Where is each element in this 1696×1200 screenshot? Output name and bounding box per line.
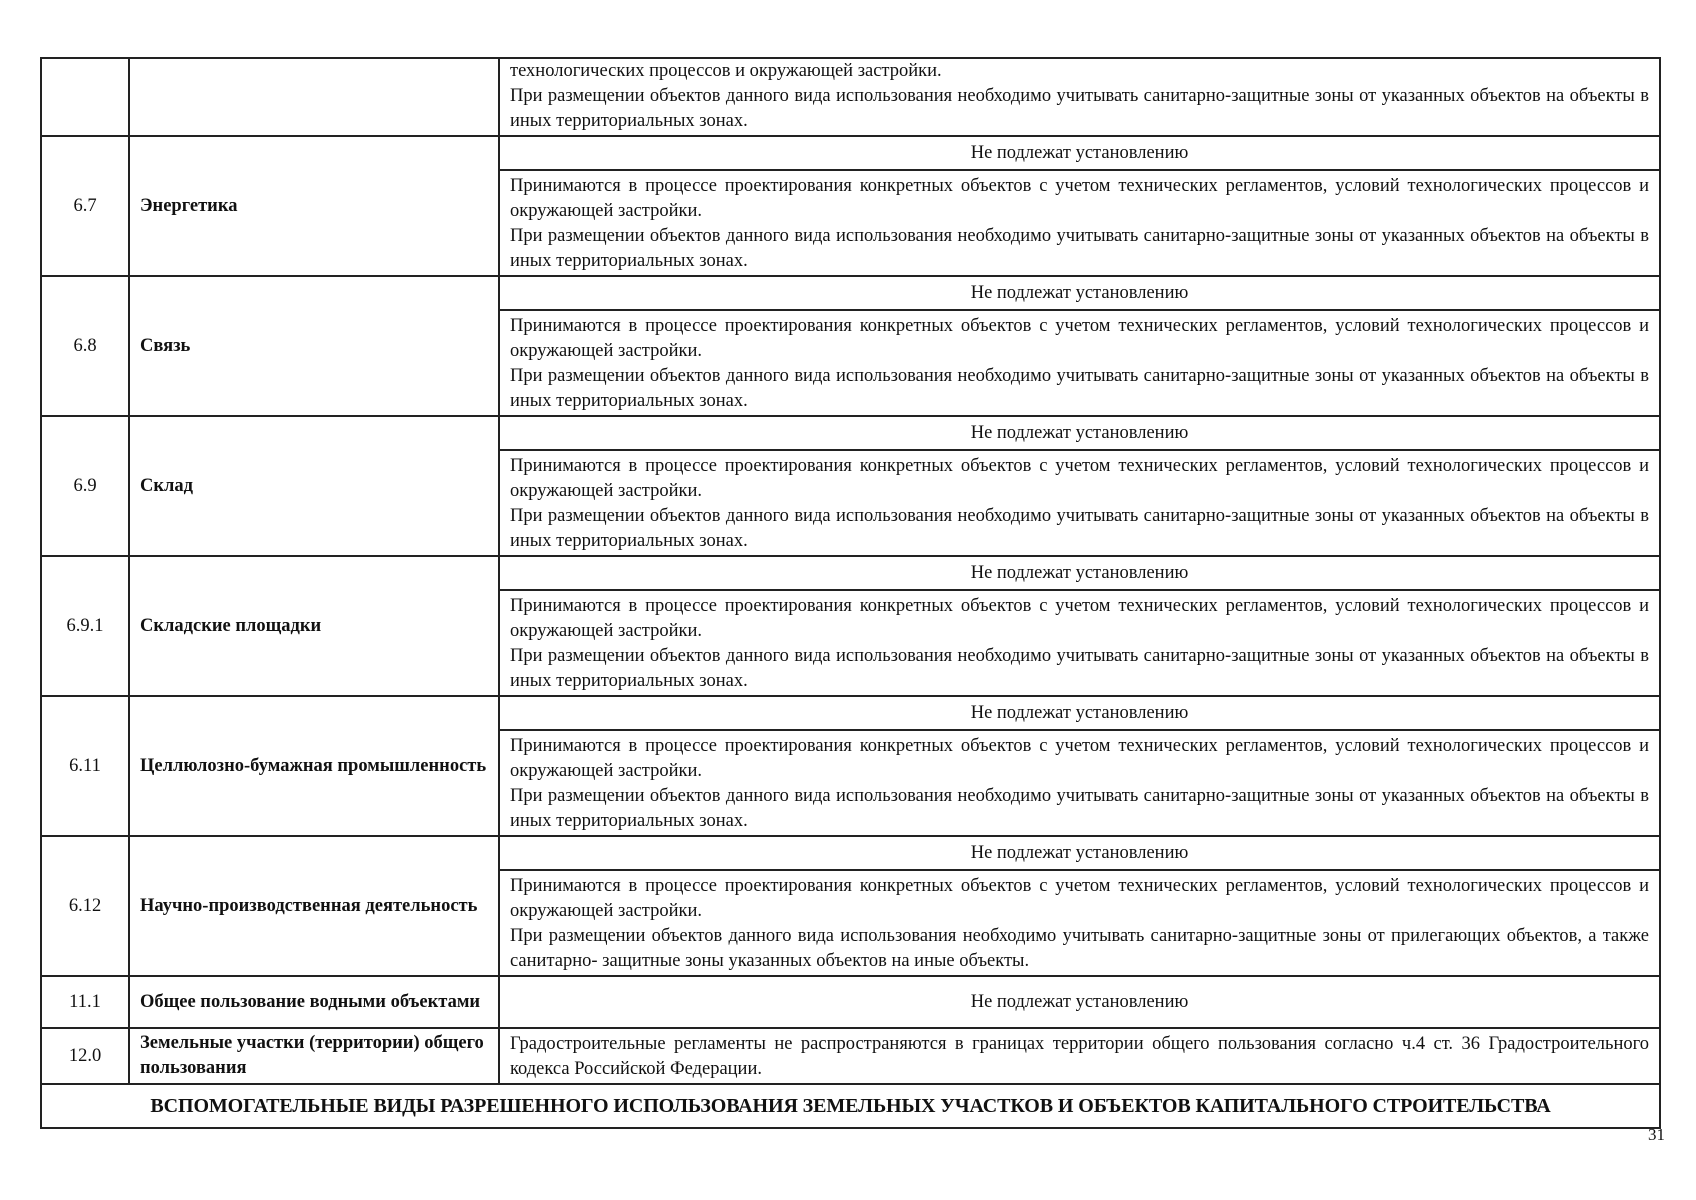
- use-code: 12.0: [41, 1028, 129, 1084]
- params-cell: Не подлежат установлению: [499, 696, 1660, 730]
- regulation-cell: [499, 870, 1660, 976]
- regulation-text: Принимаются в процессе проектирования конкретных объектов с учетом технических регламентов, условий технологических процессов и окружающей застройки.: [510, 456, 1649, 501]
- regulation-text: Принимаются в процессе проектирования конкретных объектов с учетом технических регламентов, условий технологических процессов и окружающей застройки.: [510, 316, 1649, 361]
- regulation-text: Принимаются в процессе проектирования конкретных объектов с учетом технических регламентов, условий технологических процессов и окружающей застройки.: [510, 736, 1649, 781]
- table-row: [41, 1028, 1660, 1084]
- table-row: [41, 836, 1660, 870]
- use-code: 6.9: [41, 416, 129, 556]
- params-cell: Не подлежат установлению: [499, 416, 1660, 450]
- use-code: 6.8: [41, 276, 129, 416]
- use-name: Склад: [129, 416, 499, 556]
- use-code: 6.11: [41, 696, 129, 836]
- regulation-cell-continuation: [499, 58, 1660, 136]
- regulation-cell: [499, 590, 1660, 696]
- use-name: Научно-производственная деятельность: [129, 836, 499, 976]
- params-cell: Не подлежат установлению: [499, 136, 1660, 170]
- table-row-continuation: [41, 58, 1660, 136]
- continuation-line: технологических процессов и окружающей застройки.: [510, 61, 942, 81]
- regulation-text: При размещении объектов данного вида использования необходимо учитывать санитарно-защитные зоны от указанных объектов на объекты в иных территориальных зонах.: [510, 366, 1649, 411]
- regulation-text: При размещении объектов данного вида использования необходимо учитывать санитарно-защитные зоны от указанных объектов на объекты в иных территориальных зонах.: [510, 786, 1649, 831]
- use-name: Земельные участки (территории) общего пользования: [129, 1028, 499, 1084]
- regulation-text: Градостроительные регламенты не распространяются в границах территории общего пользования согласно ч.4 ст. 36 Градостроительного кодекса Российской Федерации.: [510, 1034, 1649, 1079]
- regulation-text: Принимаются в процессе проектирования конкретных объектов с учетом технических регламентов, условий технологических процессов и окружающей застройки.: [510, 176, 1649, 221]
- regulation-text: Принимаются в процессе проектирования конкретных объектов с учетом технических регламентов, условий технологических процессов и окружающей застройки.: [510, 876, 1649, 921]
- use-name: Складские площадки: [129, 556, 499, 696]
- table-row: [41, 416, 1660, 450]
- use-name: Целлюлозно-бумажная промышленность: [129, 696, 499, 836]
- section-heading: ВСПОМОГАТЕЛЬНЫЕ ВИДЫ РАЗРЕШЕННОГО ИСПОЛЬЗОВАНИЯ ЗЕМЕЛЬНЫХ УЧАСТКОВ И ОБЪЕКТОВ КАПИТАЛЬНОГО СТРОИТЕЛЬСТВА: [41, 1084, 1660, 1128]
- regulation-text: При размещении объектов данного вида использования необходимо учитывать санитарно-защитные зоны от прилегающих объектов, а также санитарно- защитные зоны указанных объектов на иные объекты.: [510, 926, 1649, 971]
- use-name: Общее пользование водными объектами: [129, 976, 499, 1028]
- land-use-regulations-table: [40, 57, 1661, 1129]
- use-code: 11.1: [41, 976, 129, 1028]
- regulation-cell: [499, 1028, 1660, 1084]
- table-row: [41, 556, 1660, 590]
- regulation-text: При размещении объектов данного вида использования необходимо учитывать санитарно-защитные зоны от указанных объектов на объекты в иных территориальных зонах.: [510, 226, 1649, 271]
- table-row: [41, 276, 1660, 310]
- params-cell: Не подлежат установлению: [499, 276, 1660, 310]
- section-heading-row: [41, 1084, 1660, 1128]
- use-code: 6.7: [41, 136, 129, 276]
- regulation-text: При размещении объектов данного вида использования необходимо учитывать санитарно-защитные зоны от указанных объектов на объекты в иных территориальных зонах.: [510, 646, 1649, 691]
- regulation-cell: [499, 450, 1660, 556]
- params-cell: Не подлежат установлению: [499, 976, 1660, 1028]
- table-row: [41, 976, 1660, 1028]
- params-cell: Не подлежат установлению: [499, 556, 1660, 590]
- table-row: [41, 136, 1660, 170]
- code-cell-empty: [41, 58, 129, 136]
- regulation-cell: [499, 170, 1660, 276]
- use-name: Связь: [129, 276, 499, 416]
- use-name: Энергетика: [129, 136, 499, 276]
- continuation-line: При размещении объектов данного вида использования необходимо учитывать санитарно-защитные зоны от указанных объектов на объекты в иных территориальных зонах.: [510, 86, 1649, 131]
- regulation-text: Принимаются в процессе проектирования конкретных объектов с учетом технических регламентов, условий технологических процессов и окружающей застройки.: [510, 596, 1649, 641]
- regulation-cell: [499, 730, 1660, 836]
- regulation-cell: [499, 310, 1660, 416]
- use-code: 6.12: [41, 836, 129, 976]
- params-cell: Не подлежат установлению: [499, 836, 1660, 870]
- page-number: 31: [1648, 1125, 1665, 1144]
- use-code: 6.9.1: [41, 556, 129, 696]
- regulation-text: При размещении объектов данного вида использования необходимо учитывать санитарно-защитные зоны от указанных объектов на объекты в иных территориальных зонах.: [510, 506, 1649, 551]
- table-row: [41, 696, 1660, 730]
- name-cell-empty: [129, 58, 499, 136]
